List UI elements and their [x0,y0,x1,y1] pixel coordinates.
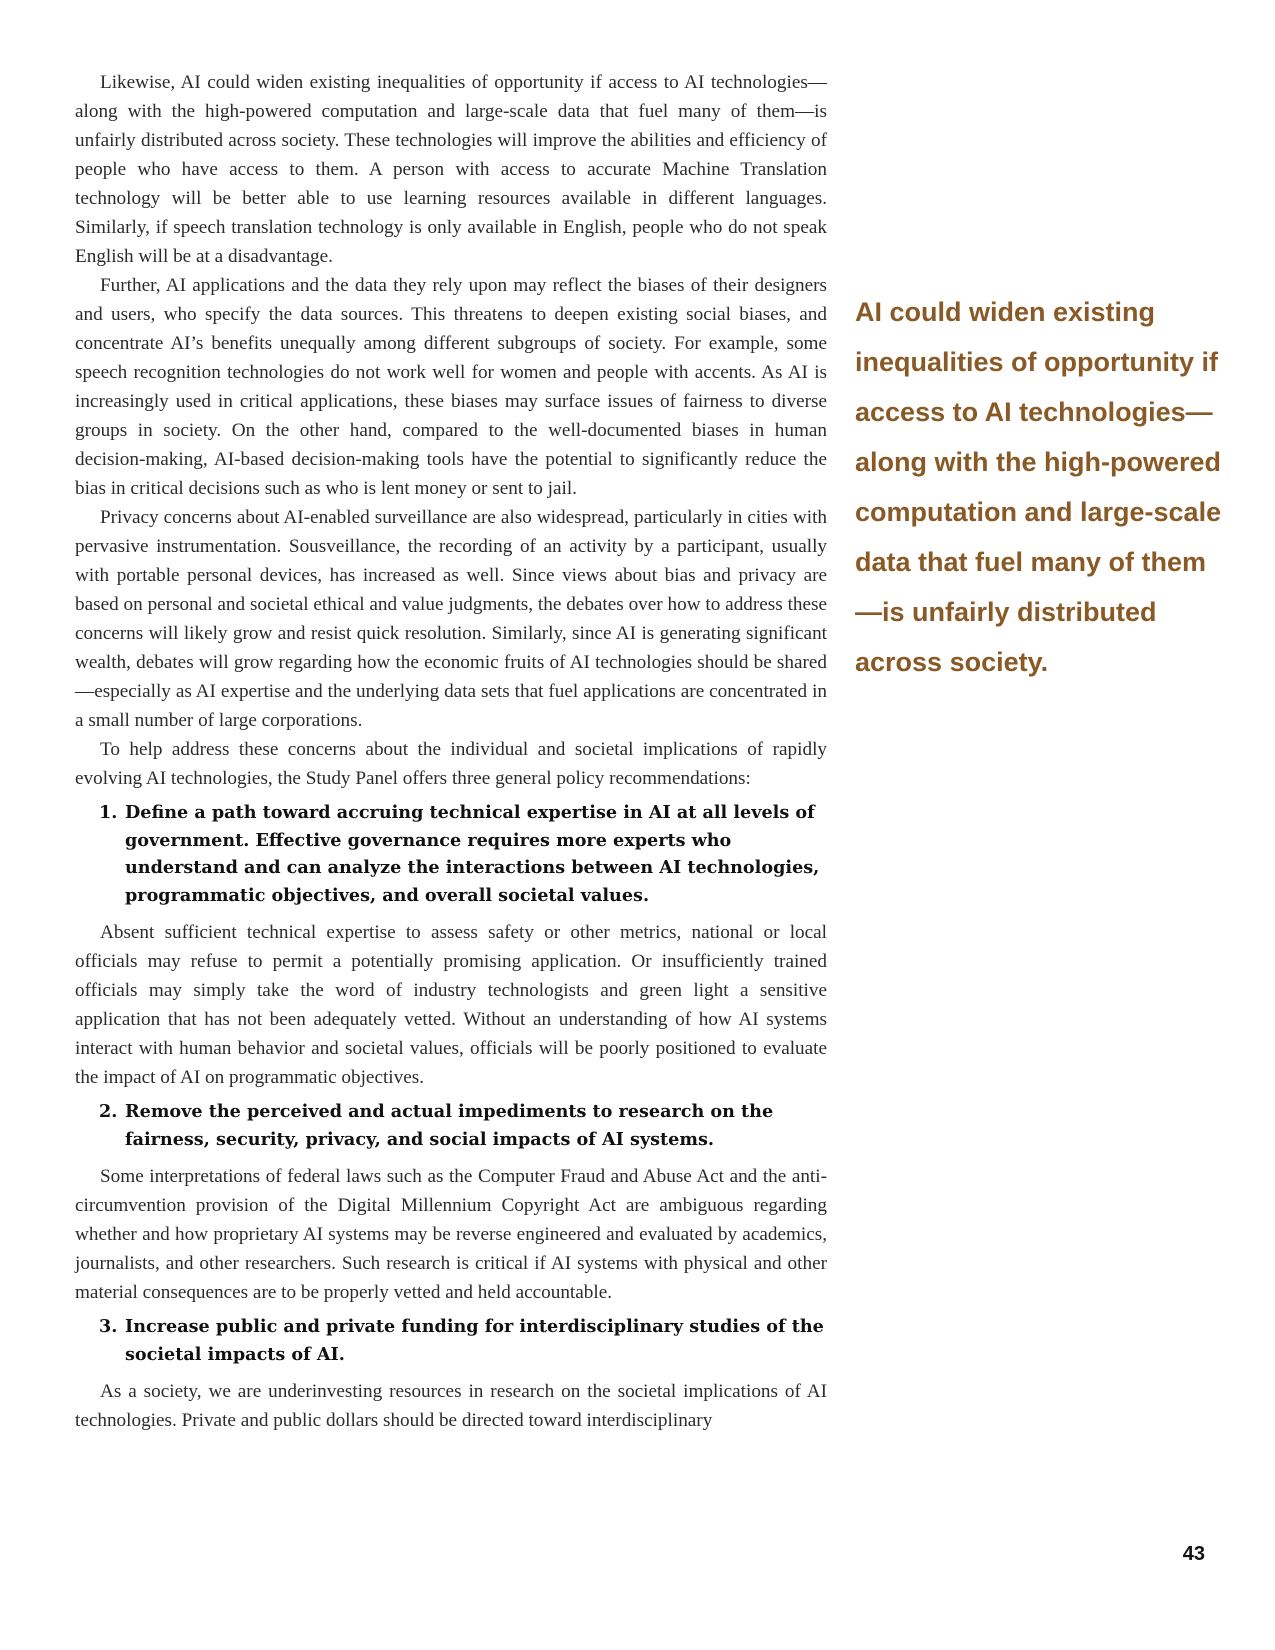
main-column [75,68,827,1435]
recommendation-3 [99,1313,827,1368]
recommendation-body: Some interpretations of federal laws such as the Computer Fraud and Abuse Act and the anti-circumvention provision of the Digital Millennium Copyright Act are ambiguous regarding whether and how proprietary AI systems may be reverse engineered and evaluated by academics, journalists, and other researchers. Such research is critical if AI systems with physical and other material consequences are to be properly vetted and held accountable. [75,1166,827,1303]
recommendation-number: 2. [99,1101,118,1122]
recommendation-2 [99,1098,827,1153]
body-paragraph: Further, AI applications and the data they rely upon may reflect the biases of their designers and users, who specify the data sources. This threatens to deepen existing social biases, and concentrate AI’s benefits unequally among different subgroups of society. For example, some speech recognition technologies do not work well for women and people with accents. As AI is increasingly used in critical applications, these biases may surface issues of fairness to diverse groups in society. On the other hand, compared to the well-documented biases in human decision-making, AI-based decision-making tools have the potential to significantly reduce the bias in critical decisions such as who is lent money or sent to jail. [75,275,827,499]
recommendation-number: 3. [99,1316,118,1337]
recommendation-text: Define a path toward accruing technical expertise in AI at all levels of government. Effective governance requires more experts who understand and can analyze the interactions between AI technologies, programmatic objectives, and overall societal values. [125,802,820,906]
recommendation-body: Absent sufficient technical expertise to assess safety or other metrics, national or local officials may refuse to permit a potentially promising application. Or insufficiently trained officials may simply take the word of industry technologists and green light a sensitive application that has not been adequately vetted. Without an understanding of how AI systems interact with human behavior and societal values, officials will be poorly positioned to evaluate the impact of AI on programmatic objectives. [75,922,827,1088]
body-paragraph: Privacy concerns about AI-enabled surveillance are also widespread, particularly in cities with pervasive instrumentation. Sousveillance, the recording of an activity by a participant, usually with portable personal devices, has increased as well. Since views about bias and privacy are based on personal and societal ethical and value judgments, the debates over how to address these concerns will likely grow and resist quick resolution. Similarly, since AI is generating significant wealth, debates will grow regarding how the economic fruits of AI technologies should be shared—especially as AI expertise and the underlying data sets that fuel applications are concentrated in a small number of large corporations. [75,507,827,731]
body-paragraph: To help address these concerns about the individual and societal implications of rapidly evolving AI technologies, the Study Panel offers three general policy recommendations: [75,739,827,789]
recommendation-text: Increase public and private funding for interdisciplinary studies of the societal impacts of AI. [125,1316,824,1365]
recommendation-body: As a society, we are underinvesting resources in research on the societal implications of AI technologies. Private and public dollars should be directed toward interdisciplinary [75,1381,827,1431]
pull-quote: AI could widen existing inequalities of opportunity if access to AI technologies—along with the high-powered computation and large-scale data that fuel many of them—is unfairly distributed across society. [855,297,1222,677]
page-number: 43 [1182,1543,1205,1565]
recommendation-text: Remove the perceived and actual impediments to research on the fairness, security, privacy, and social impacts of AI systems. [125,1101,774,1150]
body-paragraph: Likewise, AI could widen existing inequalities of opportunity if access to AI technologies—along with the high-powered computation and large-scale data that fuel many of them—is unfairly distributed across society. These technologies will improve the abilities and efficiency of people who have access to them. A person with access to accurate Machine Translation technology will be better able to use learning resources available in different languages. Similarly, if speech translation technology is only available in English, people who do not speak English will be at a disadvantage. [75,72,827,267]
recommendation-number: 1. [99,802,118,823]
recommendation-1 [99,799,827,909]
